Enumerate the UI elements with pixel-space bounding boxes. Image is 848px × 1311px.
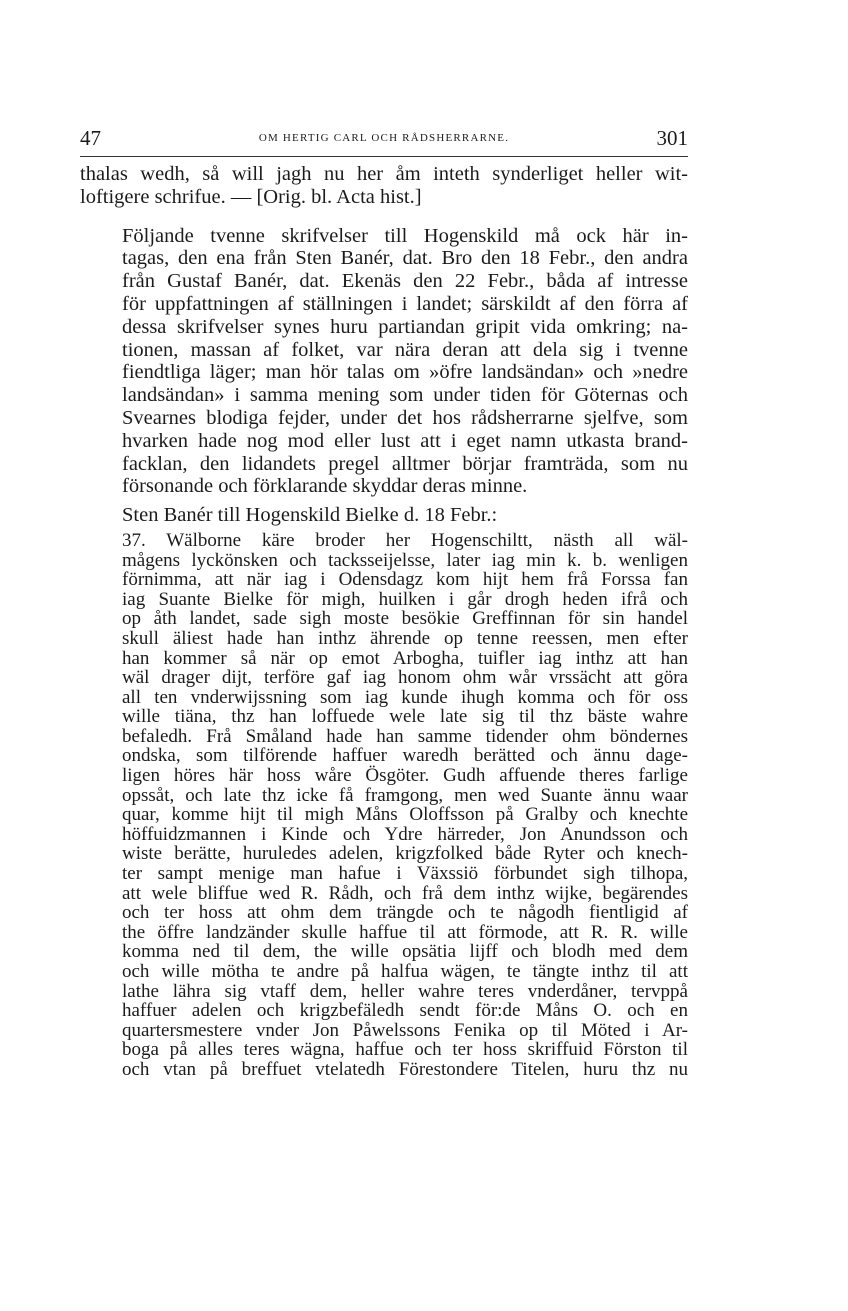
text-line: loftigere schrifue. — [Orig. bl. Acta hist.] <box>80 185 422 208</box>
text-line: skull äliest hade han inthz ährende op tenne reessen, men efter <box>122 627 688 649</box>
text-line: att wele bliffue wed R. Rådh, och frå dem inthz wijke, begärendes <box>122 882 688 904</box>
text-line: haffuer adelen och krigzbefäledh sendt för:de Måns O. och en <box>122 1000 688 1022</box>
text-line: för uppfattningen af ställningen i landet; särskildt af den förra af <box>122 292 688 315</box>
running-title: OM HERTIG CARL OCH RÅDSHERRARNE. <box>258 132 510 144</box>
text-line: tagas, den ena från Sten Banér, dat. Bro den 18 Febr., den andra <box>122 247 688 270</box>
text-line: han kommer så när op emot Arbogha, tuifler iag inthz att han <box>122 647 688 669</box>
text-line: ondska, som tilförende haffuer waredh berätted och ännu dage- <box>122 745 688 767</box>
text-line: all ten vnderwijssning som iag kunde ihugh komma och för oss <box>122 686 688 708</box>
header-rule <box>80 156 688 157</box>
text-line: Sten Banér till Hogenskild Bielke d. 18 Febr.: <box>122 504 498 527</box>
text-line: dessa skrifvelser synes huru partiandan gripit vida omkring; na- <box>122 315 688 338</box>
text-line: landsändan» i samma mening som under tiden för Göternas och <box>122 384 688 407</box>
text-line: höffuidzmannen i Kinde och Ydre härreder, Jon Anundsson och <box>122 823 688 845</box>
text-line: ter sampt menige man hafue i Växssiö förbundet sigh tilhopa, <box>122 863 688 885</box>
text-line: och ter hoss att ohm dem trängde och te någodh fientligid af <box>122 902 688 924</box>
text-line: ligen höres här hoss wåre Ösgöter. Gudh affuende theres farlige <box>122 765 688 787</box>
text-line: wiste berätte, huruledes adelen, krigzfolked både Ryter och knech- <box>122 843 688 865</box>
text-line: komma ned til dem, the wille opsätia lijff och blodh med dem <box>122 941 688 963</box>
paragraph-continuation <box>80 163 688 209</box>
letter-text <box>80 531 688 1080</box>
text-line: tionen, massan af folket, var nära deran att dela sig i tvenne <box>122 338 688 361</box>
text-line: befaledh. Frå Småland hade han samme tidender ohm böndernes <box>122 725 688 747</box>
text-line: förnimma, att när iag i Odensdagz kom hijt hem frå Forssa fan <box>122 569 688 591</box>
text-line: thalas wedh, så will jagh nu her åm inteth synderliget heller wit- <box>80 163 688 185</box>
paragraph-intro <box>80 225 688 499</box>
text-line: och wille mötha te andre på halfua wägen, te tängte inthz til att <box>122 961 688 983</box>
text-line: boga på alles teres wägna, haffue och ter hoss skriffuid Förston til <box>122 1039 688 1061</box>
page-body <box>80 163 688 1080</box>
text-line: Svearnes blodiga fejder, under det hos rådsherrarne sjelfve, som <box>122 406 688 429</box>
text-line: wille tiäna, thz han loffuede wele late sig til thz bäste wahre <box>122 706 688 728</box>
text-line: försonande och förklarande skyddar deras minne. <box>122 475 528 498</box>
text-line: från Gustaf Banér, dat. Ekenäs den 22 Febr., båda af intresse <box>122 270 688 293</box>
text-line: op åth landet, sade sigh moste besökie Greffinnan för sin handel <box>122 608 688 630</box>
text-line: wäl drager dijt, terföre gaf iag honom ohm wår vrssächt att göra <box>122 667 688 689</box>
text-line: facklan, den lidandets pregel alltmer börjar framträda, som nu <box>122 452 688 475</box>
page-header <box>80 126 688 150</box>
text-line: 37. Wälborne käre broder her Hogenschiltt, nästh all wäl- <box>122 529 688 551</box>
letter-heading <box>80 504 688 527</box>
text-line: Följande tvenne skrifvelser till Hogenskild må ock här in- <box>122 224 688 247</box>
text-line: och vtan på breffuet vtelatedh Förestondere Titelen, huru thz nu <box>122 1058 688 1080</box>
text-line: hvarken hade nog mod eller lust att i eget namn utkasta brand- <box>122 429 688 452</box>
text-line: the öffre landzänder skulle haffue til att förmode, att R. R. wille <box>122 921 688 943</box>
text-line: iag Suante Bielke för migh, huilken i går drogh heden ifrå och <box>122 588 688 610</box>
document-page <box>80 0 690 1311</box>
text-line: mågens lyckönsken och tacksseijelsse, later iag min k. b. wenligen <box>122 549 688 571</box>
text-line: quar, komme hijt til migh Måns Oloffsson på Gralby och knechte <box>122 804 688 826</box>
text-line: quartersmestere vnder Jon Påwelssons Fenika op til Möted i Ar- <box>122 1019 688 1041</box>
signature-mark: 47 <box>80 126 101 150</box>
text-line: fiendtliga läger; man hör talas om »öfre landsändan» och »nedre <box>122 361 688 384</box>
text-line: lathe lähra sig vtaff dem, heller wahre teres vnderdåner, tervppå <box>122 980 688 1002</box>
text-line: opssåt, och late thz icke få framgong, men wed Suante ännu waar <box>122 784 688 806</box>
page-number: 301 <box>656 126 688 150</box>
